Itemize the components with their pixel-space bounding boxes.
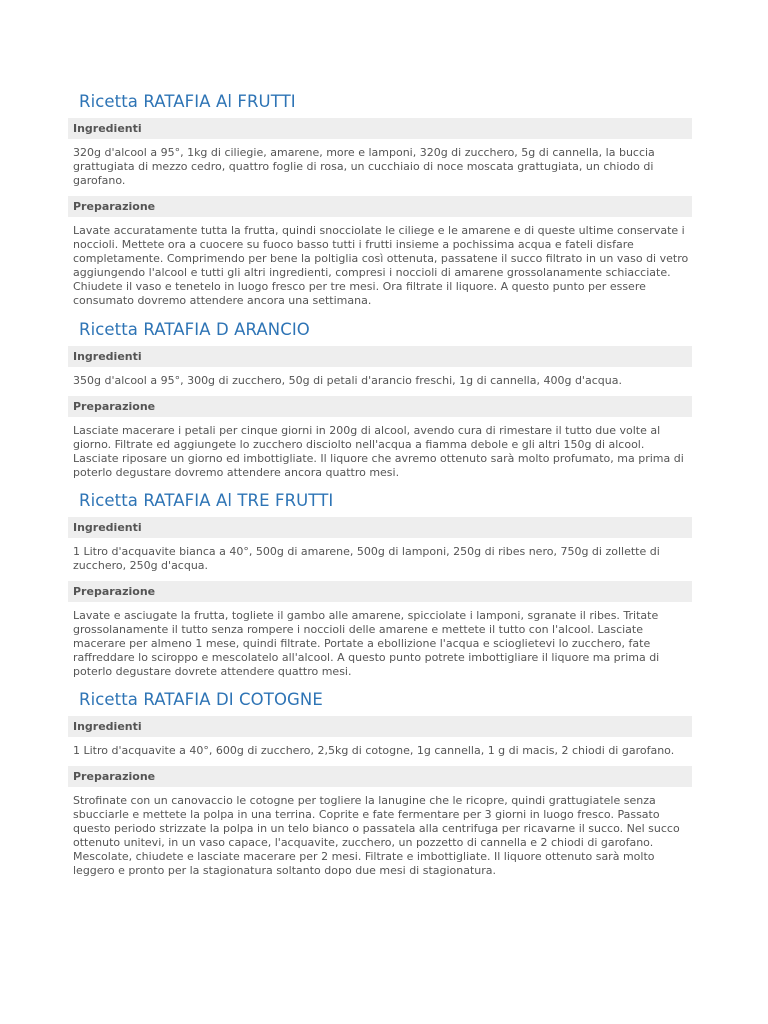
recipe-ratafia-ai-tre-frutti	[68, 489, 692, 685]
preparation-text: Lavate accuratamente tutta la frutta, quindi snocciolate le ciliege e le amarene e di queste ultime conservate i noccioli. Mettete ora a cuocere su fuoco basso tutti i frutti insieme a pochissima acqua e fateli disfare completamente. Comprimendo per bene la poltiglia così ottenuta, passatene il succo filtrato in un vaso di vetro aggiungendo l'alcool e tutti gli altri ingredienti, compresi i noccioli di amarene grossolanamente schiacciate. Chiudete il vaso e tenetelo in luogo fresco per tre mesi. Ora filtrate il liquore. A questo punto per essere consumato dovremo attendere ancora una settimana.	[73, 224, 689, 307]
recipe-ratafia-di-cotogne	[68, 688, 692, 884]
ingredients-heading: Ingredienti	[68, 716, 692, 737]
ingredients-text: 1 Litro d'acquavite bianca a 40°, 500g di amarene, 500g di lamponi, 250g di ribes nero, 750g di zollette di zucchero, 250g d'acqua.	[73, 545, 660, 572]
preparation-heading: Preparazione	[68, 196, 692, 217]
ingredients-text: 1 Litro d'acquavite a 40°, 600g di zucchero, 2,5kg di cotogne, 1g cannella, 1 g di macis, 2 chiodi di garofano.	[73, 744, 675, 757]
preparation-text: Strofinate con un canovaccio le cotogne per togliere la lanugine che le ricopre, quindi grattugiatele senza sbucciarle e mettete la polpa in una terrina. Coprite e fate fermentare per 3 giorni in luogo fresco. Passato questo periodo strizzate la polpa in un telo bianco o passatela alla centrifuga per ricavarne il succo. Nel succo ottenuto unitevi, in un vaso capace, l'acquavite, zucchero, un pozzetto di cannella e 2 chiodi di garofano. Mescolate, chiudete e lasciate macerare per 2 mesi. Filtrate e imbottigliate. Il liquore ottenuto sarà molto leggero e pronto per la stagionatura soltanto dopo due mesi di stagionatura.	[73, 794, 680, 877]
preparation-text: Lasciate macerare i petali per cinque giorni in 200g di alcool, avendo cura di rimestare il tutto due volte al giorno. Filtrate ed aggiungete lo zucchero disciolto nell'acqua a fiamma debole e gli altri 150g di alcool. Lasciate riposare un giorno ed imbottigliate. Il liquore che avremo ottenuto sarà molto profumato, ma prima di poterlo degustare dovremo attendere ancora quattro mesi.	[73, 424, 684, 479]
ingredients-heading: Ingredienti	[68, 517, 692, 538]
recipe-ratafia-d-arancio	[68, 318, 692, 486]
ingredients-text: 350g d'alcool a 95°, 300g di zucchero, 50g di petali d'arancio freschi, 1g di cannella, 400g d'acqua.	[73, 374, 622, 387]
preparation-heading: Preparazione	[68, 396, 692, 417]
ingredients-text: 320g d'alcool a 95°, 1kg di ciliegie, amarene, more e lamponi, 320g di zucchero, 5g di cannella, la buccia grattugiata di mezzo cedro, quattro foglie di rosa, un cucchiaio di noce moscata grattugiata, un chiodo di garofano.	[73, 146, 655, 187]
preparation-text: Lavate e asciugate la frutta, togliete il gambo alle amarene, spicciolate i lamponi, sgranate il ribes. Tritate grossolanamente il tutto senza rompere i noccioli delle amarene e mettete il tutto con l'alcool. Lasciate macerare per almeno 1 mese, quindi filtrate. Portate a ebollizione l'acqua e scioglietevi lo zucchero, fate raffreddare lo sciroppo e mescolatelo all'alcool. A questo punto potrete imbottigliare il liquore ma prima di poterlo degustare dovrete attendere quattro mesi.	[73, 609, 660, 678]
ingredients-heading: Ingredienti	[68, 346, 692, 367]
recipe-ratafia-ai-frutti	[68, 90, 692, 314]
recipe-title: Ricetta RATAFIA Al TRE FRUTTI	[79, 491, 334, 510]
ingredients-heading: Ingredienti	[68, 118, 692, 139]
preparation-heading: Preparazione	[68, 766, 692, 787]
preparation-heading: Preparazione	[68, 581, 692, 602]
recipe-title: Ricetta RATAFIA Al FRUTTI	[79, 92, 296, 111]
recipe-title: Ricetta RATAFIA DI COTOGNE	[79, 690, 323, 709]
recipe-title: Ricetta RATAFIA D ARANCIO	[79, 320, 310, 339]
